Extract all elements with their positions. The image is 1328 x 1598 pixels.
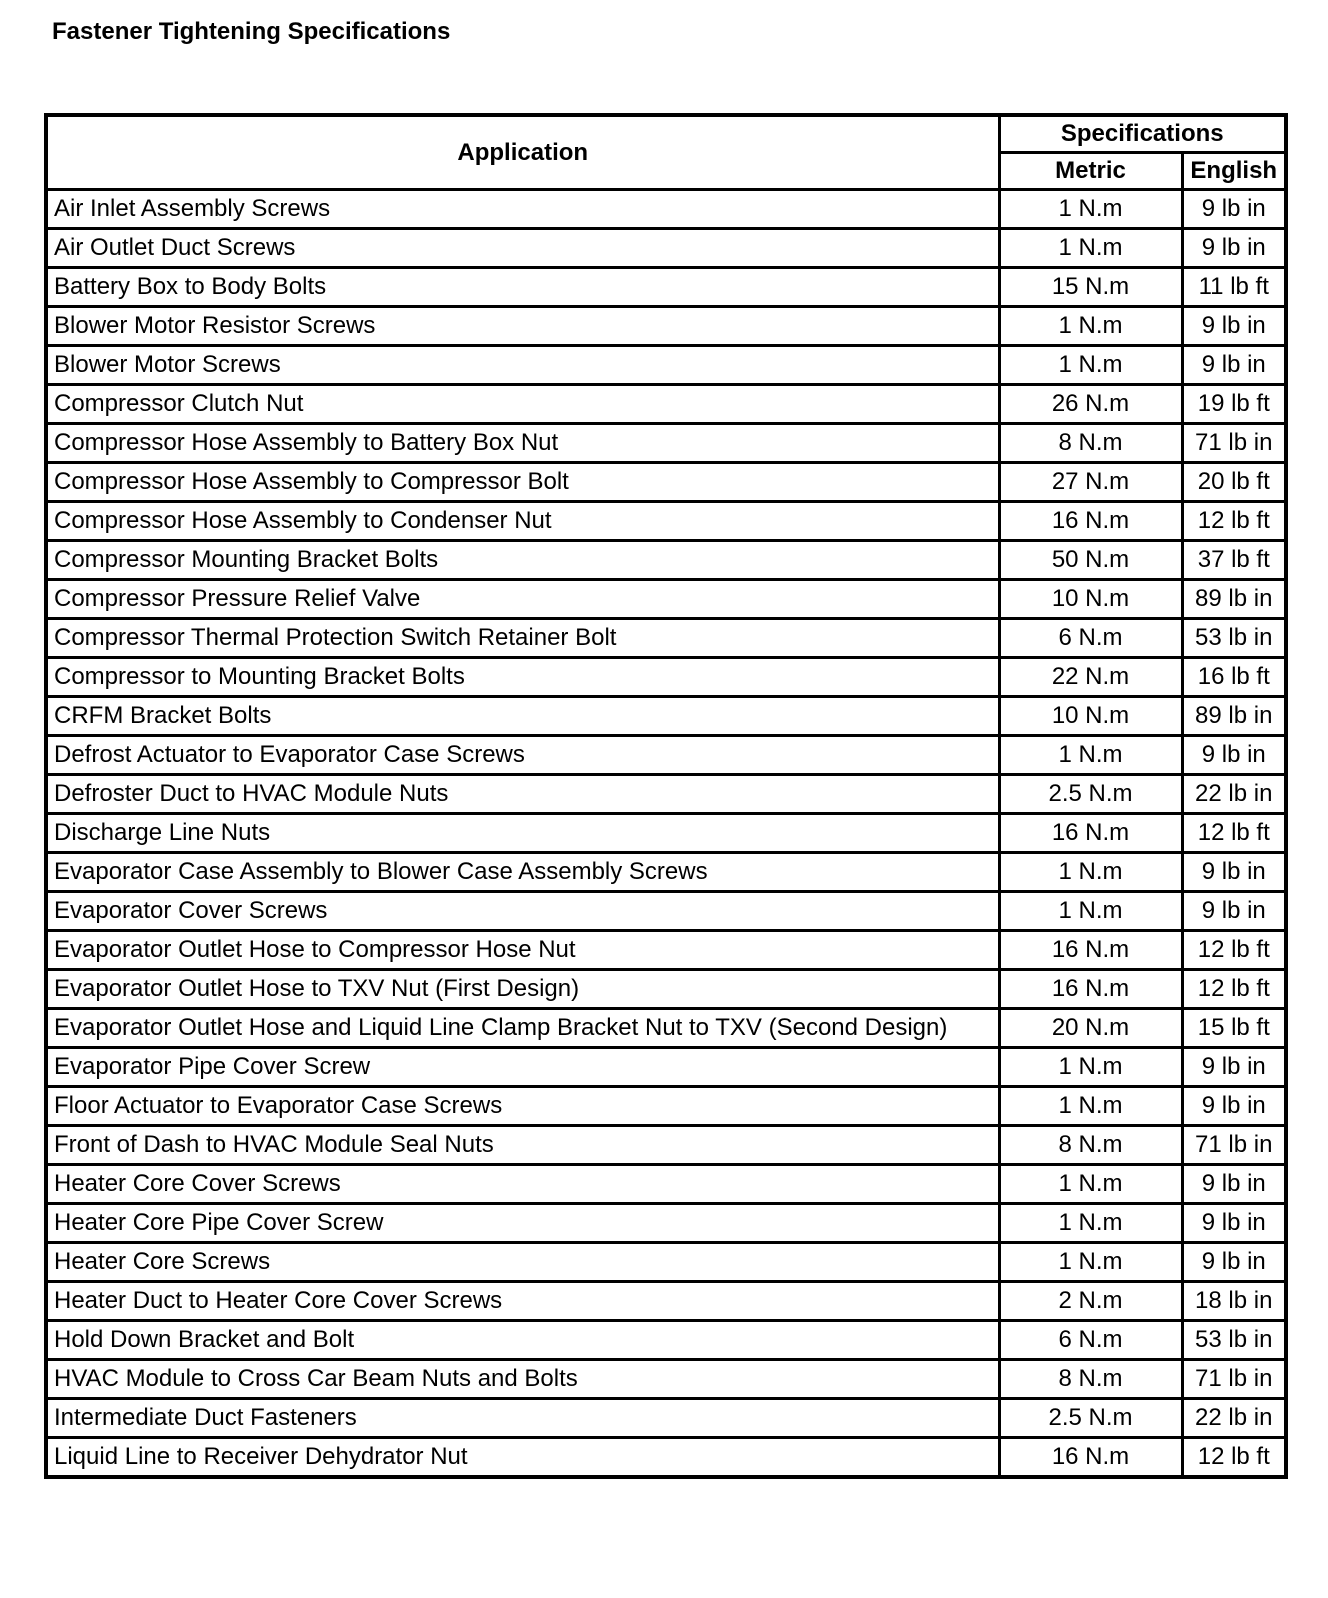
cell-english: 9 lb in xyxy=(1182,1048,1286,1087)
table-row xyxy=(46,619,1286,658)
table-row xyxy=(46,1321,1286,1360)
cell-metric: 2 N.m xyxy=(999,1282,1182,1321)
table-row xyxy=(46,853,1286,892)
cell-english: 11 lb ft xyxy=(1182,268,1286,307)
cell-application: Evaporator Case Assembly to Blower Case Assembly Screws xyxy=(46,853,999,892)
cell-application: Defrost Actuator to Evaporator Case Screws xyxy=(46,736,999,775)
cell-application: Heater Core Pipe Cover Screw xyxy=(46,1204,999,1243)
column-header-metric: Metric xyxy=(999,153,1182,190)
cell-application: CRFM Bracket Bolts xyxy=(46,697,999,736)
table-header xyxy=(46,115,1286,190)
table-row xyxy=(46,502,1286,541)
table-row xyxy=(46,424,1286,463)
cell-metric: 2.5 N.m xyxy=(999,1399,1182,1438)
cell-metric: 8 N.m xyxy=(999,1126,1182,1165)
cell-metric: 1 N.m xyxy=(999,346,1182,385)
cell-english: 53 lb in xyxy=(1182,619,1286,658)
table-row xyxy=(46,1204,1286,1243)
table-row xyxy=(46,1165,1286,1204)
cell-application: Defroster Duct to HVAC Module Nuts xyxy=(46,775,999,814)
cell-metric: 1 N.m xyxy=(999,1165,1182,1204)
cell-application: HVAC Module to Cross Car Beam Nuts and Bolts xyxy=(46,1360,999,1399)
cell-english: 9 lb in xyxy=(1182,190,1286,229)
cell-metric: 16 N.m xyxy=(999,970,1182,1009)
cell-metric: 1 N.m xyxy=(999,1204,1182,1243)
cell-english: 22 lb in xyxy=(1182,775,1286,814)
cell-metric: 50 N.m xyxy=(999,541,1182,580)
table-row xyxy=(46,580,1286,619)
cell-english: 18 lb in xyxy=(1182,1282,1286,1321)
column-header-english: English xyxy=(1182,153,1286,190)
page-title: Fastener Tightening Specifications xyxy=(52,18,451,45)
cell-metric: 15 N.m xyxy=(999,268,1182,307)
table-row xyxy=(46,736,1286,775)
table-row xyxy=(46,1438,1286,1478)
cell-english: 71 lb in xyxy=(1182,424,1286,463)
cell-application: Discharge Line Nuts xyxy=(46,814,999,853)
table-row xyxy=(46,658,1286,697)
cell-english: 9 lb in xyxy=(1182,1165,1286,1204)
cell-english: 12 lb ft xyxy=(1182,970,1286,1009)
cell-metric: 1 N.m xyxy=(999,736,1182,775)
table-row xyxy=(46,229,1286,268)
cell-metric: 1 N.m xyxy=(999,853,1182,892)
table-row xyxy=(46,1009,1286,1048)
cell-application: Evaporator Cover Screws xyxy=(46,892,999,931)
cell-metric: 16 N.m xyxy=(999,1438,1182,1478)
cell-english: 9 lb in xyxy=(1182,229,1286,268)
table-row xyxy=(46,346,1286,385)
table-row xyxy=(46,970,1286,1009)
table-row xyxy=(46,1087,1286,1126)
fastener-spec-table xyxy=(44,113,1288,1479)
cell-application: Air Outlet Duct Screws xyxy=(46,229,999,268)
column-header-specifications: Specifications xyxy=(999,115,1286,153)
cell-application: Compressor Hose Assembly to Compressor Bolt xyxy=(46,463,999,502)
cell-application: Heater Core Screws xyxy=(46,1243,999,1282)
cell-english: 9 lb in xyxy=(1182,346,1286,385)
cell-english: 12 lb ft xyxy=(1182,1438,1286,1478)
cell-english: 12 lb ft xyxy=(1182,502,1286,541)
cell-application: Liquid Line to Receiver Dehydrator Nut xyxy=(46,1438,999,1478)
table-row xyxy=(46,1243,1286,1282)
cell-english: 9 lb in xyxy=(1182,1243,1286,1282)
cell-metric: 1 N.m xyxy=(999,1087,1182,1126)
table-row xyxy=(46,463,1286,502)
cell-metric: 8 N.m xyxy=(999,424,1182,463)
cell-metric: 20 N.m xyxy=(999,1009,1182,1048)
cell-metric: 1 N.m xyxy=(999,1243,1182,1282)
column-header-application: Application xyxy=(46,115,999,190)
cell-english: 9 lb in xyxy=(1182,1204,1286,1243)
cell-application: Compressor Clutch Nut xyxy=(46,385,999,424)
cell-english: 9 lb in xyxy=(1182,736,1286,775)
cell-application: Evaporator Outlet Hose to TXV Nut (First Design) xyxy=(46,970,999,1009)
cell-english: 12 lb ft xyxy=(1182,814,1286,853)
table-row xyxy=(46,190,1286,229)
cell-english: 22 lb in xyxy=(1182,1399,1286,1438)
cell-application: Compressor Mounting Bracket Bolts xyxy=(46,541,999,580)
cell-application: Evaporator Outlet Hose to Compressor Hose Nut xyxy=(46,931,999,970)
table-row xyxy=(46,697,1286,736)
cell-metric: 1 N.m xyxy=(999,307,1182,346)
cell-application: Blower Motor Screws xyxy=(46,346,999,385)
cell-application: Floor Actuator to Evaporator Case Screws xyxy=(46,1087,999,1126)
cell-metric: 26 N.m xyxy=(999,385,1182,424)
table-row xyxy=(46,775,1286,814)
cell-english: 9 lb in xyxy=(1182,307,1286,346)
cell-application: Evaporator Outlet Hose and Liquid Line Clamp Bracket Nut to TXV (Second Design) xyxy=(46,1009,999,1048)
cell-english: 16 lb ft xyxy=(1182,658,1286,697)
cell-english: 9 lb in xyxy=(1182,1087,1286,1126)
cell-english: 15 lb ft xyxy=(1182,1009,1286,1048)
cell-english: 37 lb ft xyxy=(1182,541,1286,580)
cell-metric: 10 N.m xyxy=(999,697,1182,736)
cell-application: Intermediate Duct Fasteners xyxy=(46,1399,999,1438)
cell-application: Air Inlet Assembly Screws xyxy=(46,190,999,229)
table-row xyxy=(46,892,1286,931)
table-row xyxy=(46,1126,1286,1165)
cell-english: 53 lb in xyxy=(1182,1321,1286,1360)
cell-application: Evaporator Pipe Cover Screw xyxy=(46,1048,999,1087)
cell-english: 20 lb ft xyxy=(1182,463,1286,502)
cell-metric: 1 N.m xyxy=(999,892,1182,931)
cell-application: Heater Duct to Heater Core Cover Screws xyxy=(46,1282,999,1321)
cell-application: Battery Box to Body Bolts xyxy=(46,268,999,307)
cell-metric: 1 N.m xyxy=(999,229,1182,268)
table-row xyxy=(46,541,1286,580)
cell-application: Compressor Hose Assembly to Condenser Nut xyxy=(46,502,999,541)
cell-application: Compressor Hose Assembly to Battery Box Nut xyxy=(46,424,999,463)
table-row xyxy=(46,1399,1286,1438)
cell-metric: 6 N.m xyxy=(999,1321,1182,1360)
cell-application: Heater Core Cover Screws xyxy=(46,1165,999,1204)
table-row xyxy=(46,268,1286,307)
table-row xyxy=(46,814,1286,853)
table-row xyxy=(46,1360,1286,1399)
cell-english: 89 lb in xyxy=(1182,697,1286,736)
cell-english: 71 lb in xyxy=(1182,1126,1286,1165)
table-body xyxy=(46,190,1286,1478)
cell-english: 19 lb ft xyxy=(1182,385,1286,424)
cell-metric: 8 N.m xyxy=(999,1360,1182,1399)
cell-application: Blower Motor Resistor Screws xyxy=(46,307,999,346)
table-row xyxy=(46,307,1286,346)
cell-english: 9 lb in xyxy=(1182,853,1286,892)
cell-application: Compressor Thermal Protection Switch Retainer Bolt xyxy=(46,619,999,658)
cell-application: Compressor Pressure Relief Valve xyxy=(46,580,999,619)
header-row-top xyxy=(46,115,1286,153)
cell-english: 12 lb ft xyxy=(1182,931,1286,970)
cell-metric: 10 N.m xyxy=(999,580,1182,619)
cell-metric: 1 N.m xyxy=(999,1048,1182,1087)
cell-metric: 27 N.m xyxy=(999,463,1182,502)
cell-english: 89 lb in xyxy=(1182,580,1286,619)
table-row xyxy=(46,1282,1286,1321)
cell-application: Hold Down Bracket and Bolt xyxy=(46,1321,999,1360)
cell-english: 9 lb in xyxy=(1182,892,1286,931)
cell-metric: 6 N.m xyxy=(999,619,1182,658)
cell-english: 71 lb in xyxy=(1182,1360,1286,1399)
cell-metric: 16 N.m xyxy=(999,814,1182,853)
cell-metric: 22 N.m xyxy=(999,658,1182,697)
cell-metric: 16 N.m xyxy=(999,931,1182,970)
cell-metric: 1 N.m xyxy=(999,190,1182,229)
table-row xyxy=(46,385,1286,424)
cell-metric: 2.5 N.m xyxy=(999,775,1182,814)
cell-application: Front of Dash to HVAC Module Seal Nuts xyxy=(46,1126,999,1165)
table-row xyxy=(46,931,1286,970)
cell-metric: 16 N.m xyxy=(999,502,1182,541)
table-row xyxy=(46,1048,1286,1087)
cell-application: Compressor to Mounting Bracket Bolts xyxy=(46,658,999,697)
